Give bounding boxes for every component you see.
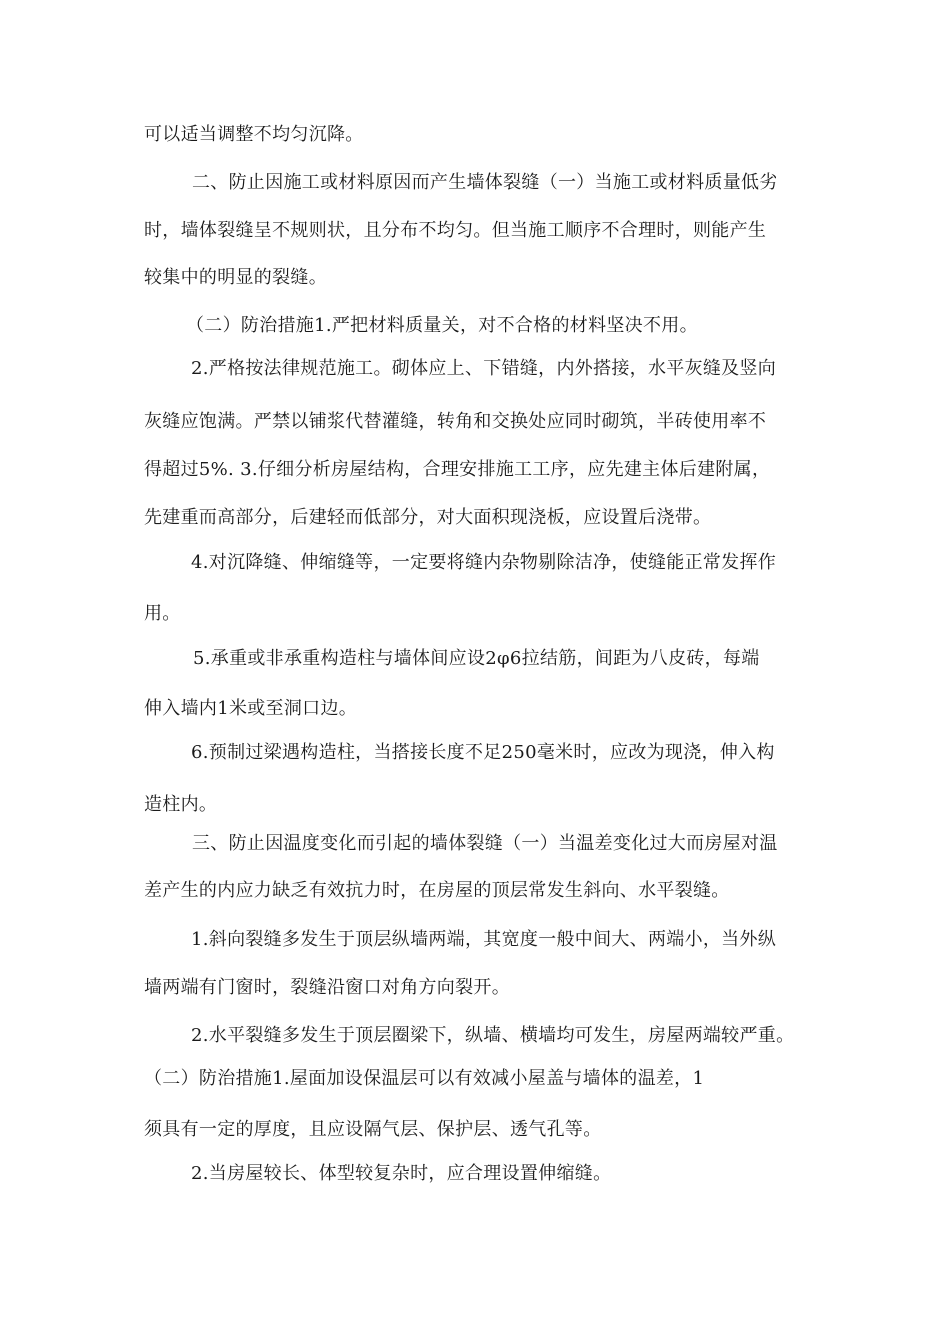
text-line: 用。 [144, 603, 181, 624]
text-line: （二）防治措施1.严把材料质量关，对不合格的材料坚决不用。 [186, 315, 698, 336]
text-line: 墙两端有门窗时，裂缝沿窗口对角方向裂开。 [144, 977, 510, 998]
text-line: 先建重而高部分，后建轻而低部分，对大面积现浇板，应设置后浇带。 [144, 507, 712, 528]
text-line: 差产生的内应力缺乏有效抗力时，在房屋的顶层常发生斜向、水平裂缝。 [144, 880, 730, 901]
text-line: 得超过5%. 3.仔细分析房屋结构，合理安排施工工序，应先建主体后建附属， [144, 459, 771, 480]
text-line: 6.预制过梁遇构造柱，当搭接长度不足250毫米时，应改为现浇，伸入构 [191, 742, 775, 763]
text-line: 伸入墙内1米或至洞口边。 [144, 698, 358, 719]
text-line: 造柱内。 [144, 794, 218, 815]
text-line: 可以适当调整不均匀沉降。 [144, 124, 364, 145]
text-line: 须具有一定的厚度，且应设隔气层、保护层、透气孔等。 [144, 1119, 602, 1140]
text-line: 时，墙体裂缝呈不规则状，且分布不均匀。但当施工顺序不合理时，则能产生 [144, 220, 767, 241]
text-line: 2.当房屋较长、体型较复杂时，应合理设置伸缩缝。 [191, 1163, 612, 1184]
text-line: （二）防治措施1.屋面加设保温层可以有效减小屋盖与墙体的温差，1 [144, 1068, 705, 1089]
text-line: 较集中的明显的裂缝。 [144, 267, 327, 288]
text-line: 1.斜向裂缝多发生于顶层纵墙两端，其宽度一般中间大、两端小，当外纵 [191, 929, 777, 950]
text-line: 三、防止因温度变化而引起的墙体裂缝（一）当温差变化过大而房屋对温 [192, 833, 778, 854]
text-line: 4.对沉降缝、伸缩缝等，一定要将缝内杂物剔除洁净，使缝能正常发挥作 [191, 552, 777, 573]
text-line: 2.严格按法律规范施工。砌体应上、下错缝，内外搭接，水平灰缝及竖向 [191, 358, 777, 379]
text-line: 灰缝应饱满。严禁以铺浆代替灌缝，转角和交换处应同时砌筑，半砖使用率不 [144, 411, 767, 432]
text-line: 2.水平裂缝多发生于顶层圈梁下，纵墙、横墙均可发生，房屋两端较严重。 [191, 1025, 795, 1046]
text-line: 5.承重或非承重构造柱与墙体间应设2φ6拉结筋，间距为八皮砖，每端 [193, 648, 760, 669]
text-line: 二、防止因施工或材料原因而产生墙体裂缝（一）当施工或材料质量低劣 [192, 172, 778, 193]
